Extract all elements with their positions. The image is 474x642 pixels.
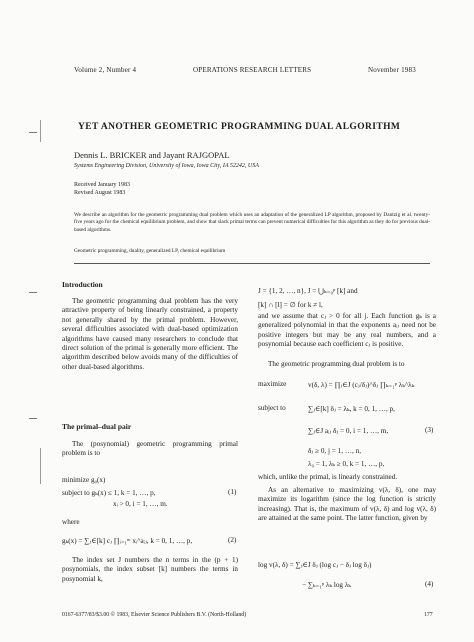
equation-3-constraint-2: ∑ⱼ∈J aᵢⱼ δⱼ = 0, i = 1, …, m, — [308, 427, 389, 435]
equation-3-subject-to: subject to — [258, 404, 286, 412]
margin-mark — [29, 132, 37, 133]
revised-date: Revised August 1983 — [74, 190, 126, 196]
copyright-line: 0167-6377/83/$3.00 © 1983, Elsevier Science Publishers B.V. (North-Holland) — [62, 612, 247, 618]
intro-paragraph: The geometric programming dual problem has the very attractive property of being linearly constrained, a property not generally shared by the primal problem. However, several difficulties associated with dual-based optimization algorithms have caused many researchers to conclude that direct solution of the primal is generally more efficient. The algorithm described below avoids many of the difficulties of other dual-based algorithms. — [62, 297, 238, 371]
where-label: where — [62, 518, 80, 526]
equation-3-constraint-3: δⱼ ≥ 0, j = 1, …, n, — [308, 447, 362, 455]
linearly-constrained-note: which, unlike the primal, is linearly constrained. — [258, 473, 398, 481]
header-date: November 1983 — [368, 66, 416, 74]
equation-1-number: (1) — [228, 488, 237, 496]
author-affiliation: Systems Engineering Division, University of Iowa, Iowa City, IA 52242, USA — [74, 163, 259, 169]
page-number: 177 — [424, 612, 433, 618]
keywords: Geometric programming, duality, generalized LP, chemical equilibrium — [74, 248, 226, 254]
equation-3-maximize: maximize — [258, 380, 287, 388]
equation-3-number: (3) — [425, 426, 434, 434]
equation-1-objective: minimize g₀(x) — [62, 476, 106, 484]
equation-4-number: (4) — [425, 580, 434, 588]
dual-intro-paragraph: The geometric programming dual problem is to — [268, 360, 405, 368]
logarithm-paragraph: As an alternative to maximizing v(λ, δ), one may maximize its logarithm (since the log function is strictly increasing). That is, the maximum of v(λ, δ) and log v(λ, δ) are attained at the same point. The latter function, given by — [258, 486, 436, 523]
heading-primal-dual-pair: The primal–dual pair — [62, 422, 132, 431]
equation-1-constraint: subject to gₖ(x) ≤ 1, k = 1, …, p, — [62, 489, 156, 497]
paper-authors: Dennis L. BRICKER and Jayant RAJGOPAL — [74, 150, 230, 160]
margin-mark — [29, 418, 37, 419]
index-set-paragraph: The index set J numbers the n terms in the (p + 1) posynomials, the index subset [k] numbers the terms in posynomial k, — [62, 556, 238, 583]
equation-4-line-2: − ∑ₖ₌₁ᵖ λₖ log λₖ — [302, 581, 351, 589]
equation-4-line-1: log v(λ, δ) = ∑ⱼ∈J δⱼ (log cⱼ − δⱼ log δⱼ) — [258, 561, 372, 569]
equation-1-bounds: xᵢ > 0, i = 1, …, m. — [113, 500, 168, 508]
header-volume: Volume 2, Number 4 — [74, 66, 137, 74]
equation-3-constraint-1: ∑ⱼ∈[k] δⱼ = λₖ, k = 0, 1, …, p, — [308, 405, 395, 413]
section-divider — [74, 263, 430, 264]
equation-2-number: (2) — [228, 536, 237, 544]
abstract: We describe an algorithm for the geometric programming dual problem which uses an adaptation of the generalized LP algorithm, proposed by Dantzig et al. twenty-five years ago for the chemical equilibrium problem, and show that slack primal terms can prevent numerical difficulties for this algorithm as they do for previous dual-based algorithms. — [74, 212, 431, 233]
received-date: Received January 1983 — [74, 182, 130, 188]
margin-mark — [29, 292, 37, 293]
posynomial-paragraph: and we assume that cⱼ > 0 for all j. Each function gₖ is a generalized polynomial in that the exponents aᵢⱼ need not be positive integers but may be any real numbers, and a posynomial because each coefficient cⱼ is positive. — [258, 312, 436, 349]
heading-introduction: Introduction — [62, 280, 103, 289]
equation-3-constraint-4: λ₀ = 1, λₖ ≥ 0, k = 1, …, p, — [308, 460, 385, 468]
primal-intro-paragraph: The (posynomial) geometric programming primal problem is to — [62, 440, 238, 458]
paper-title: YET ANOTHER GEOMETRIC PROGRAMMING DUAL ALGORITHM — [78, 122, 401, 132]
header-journal: OPERATIONS RESEARCH LETTERS — [193, 66, 312, 74]
equation-2: gₖ(x) = ∑ⱼ∈[k] cⱼ ∏ᵢ₌₁ᵐ xᵢ^aᵢⱼ, k = 0, 1, …, p, — [62, 537, 193, 545]
equation-index-set: J = {1, 2, …, n}, J = ⋃ₖ₌₀ᵖ [k] and — [258, 287, 358, 295]
margin-mark — [40, 448, 41, 484]
margin-mark — [40, 120, 41, 142]
equation-3-objective: v(δ, λ) = ∏ⱼ∈J (cⱼ/δⱼ)^δⱼ ∏ₖ₌₁ᵖ λₖ^λₖ — [308, 381, 415, 389]
equation-disjoint: [k] ∩ [l] = ∅ for k ≠ l, — [258, 301, 323, 309]
